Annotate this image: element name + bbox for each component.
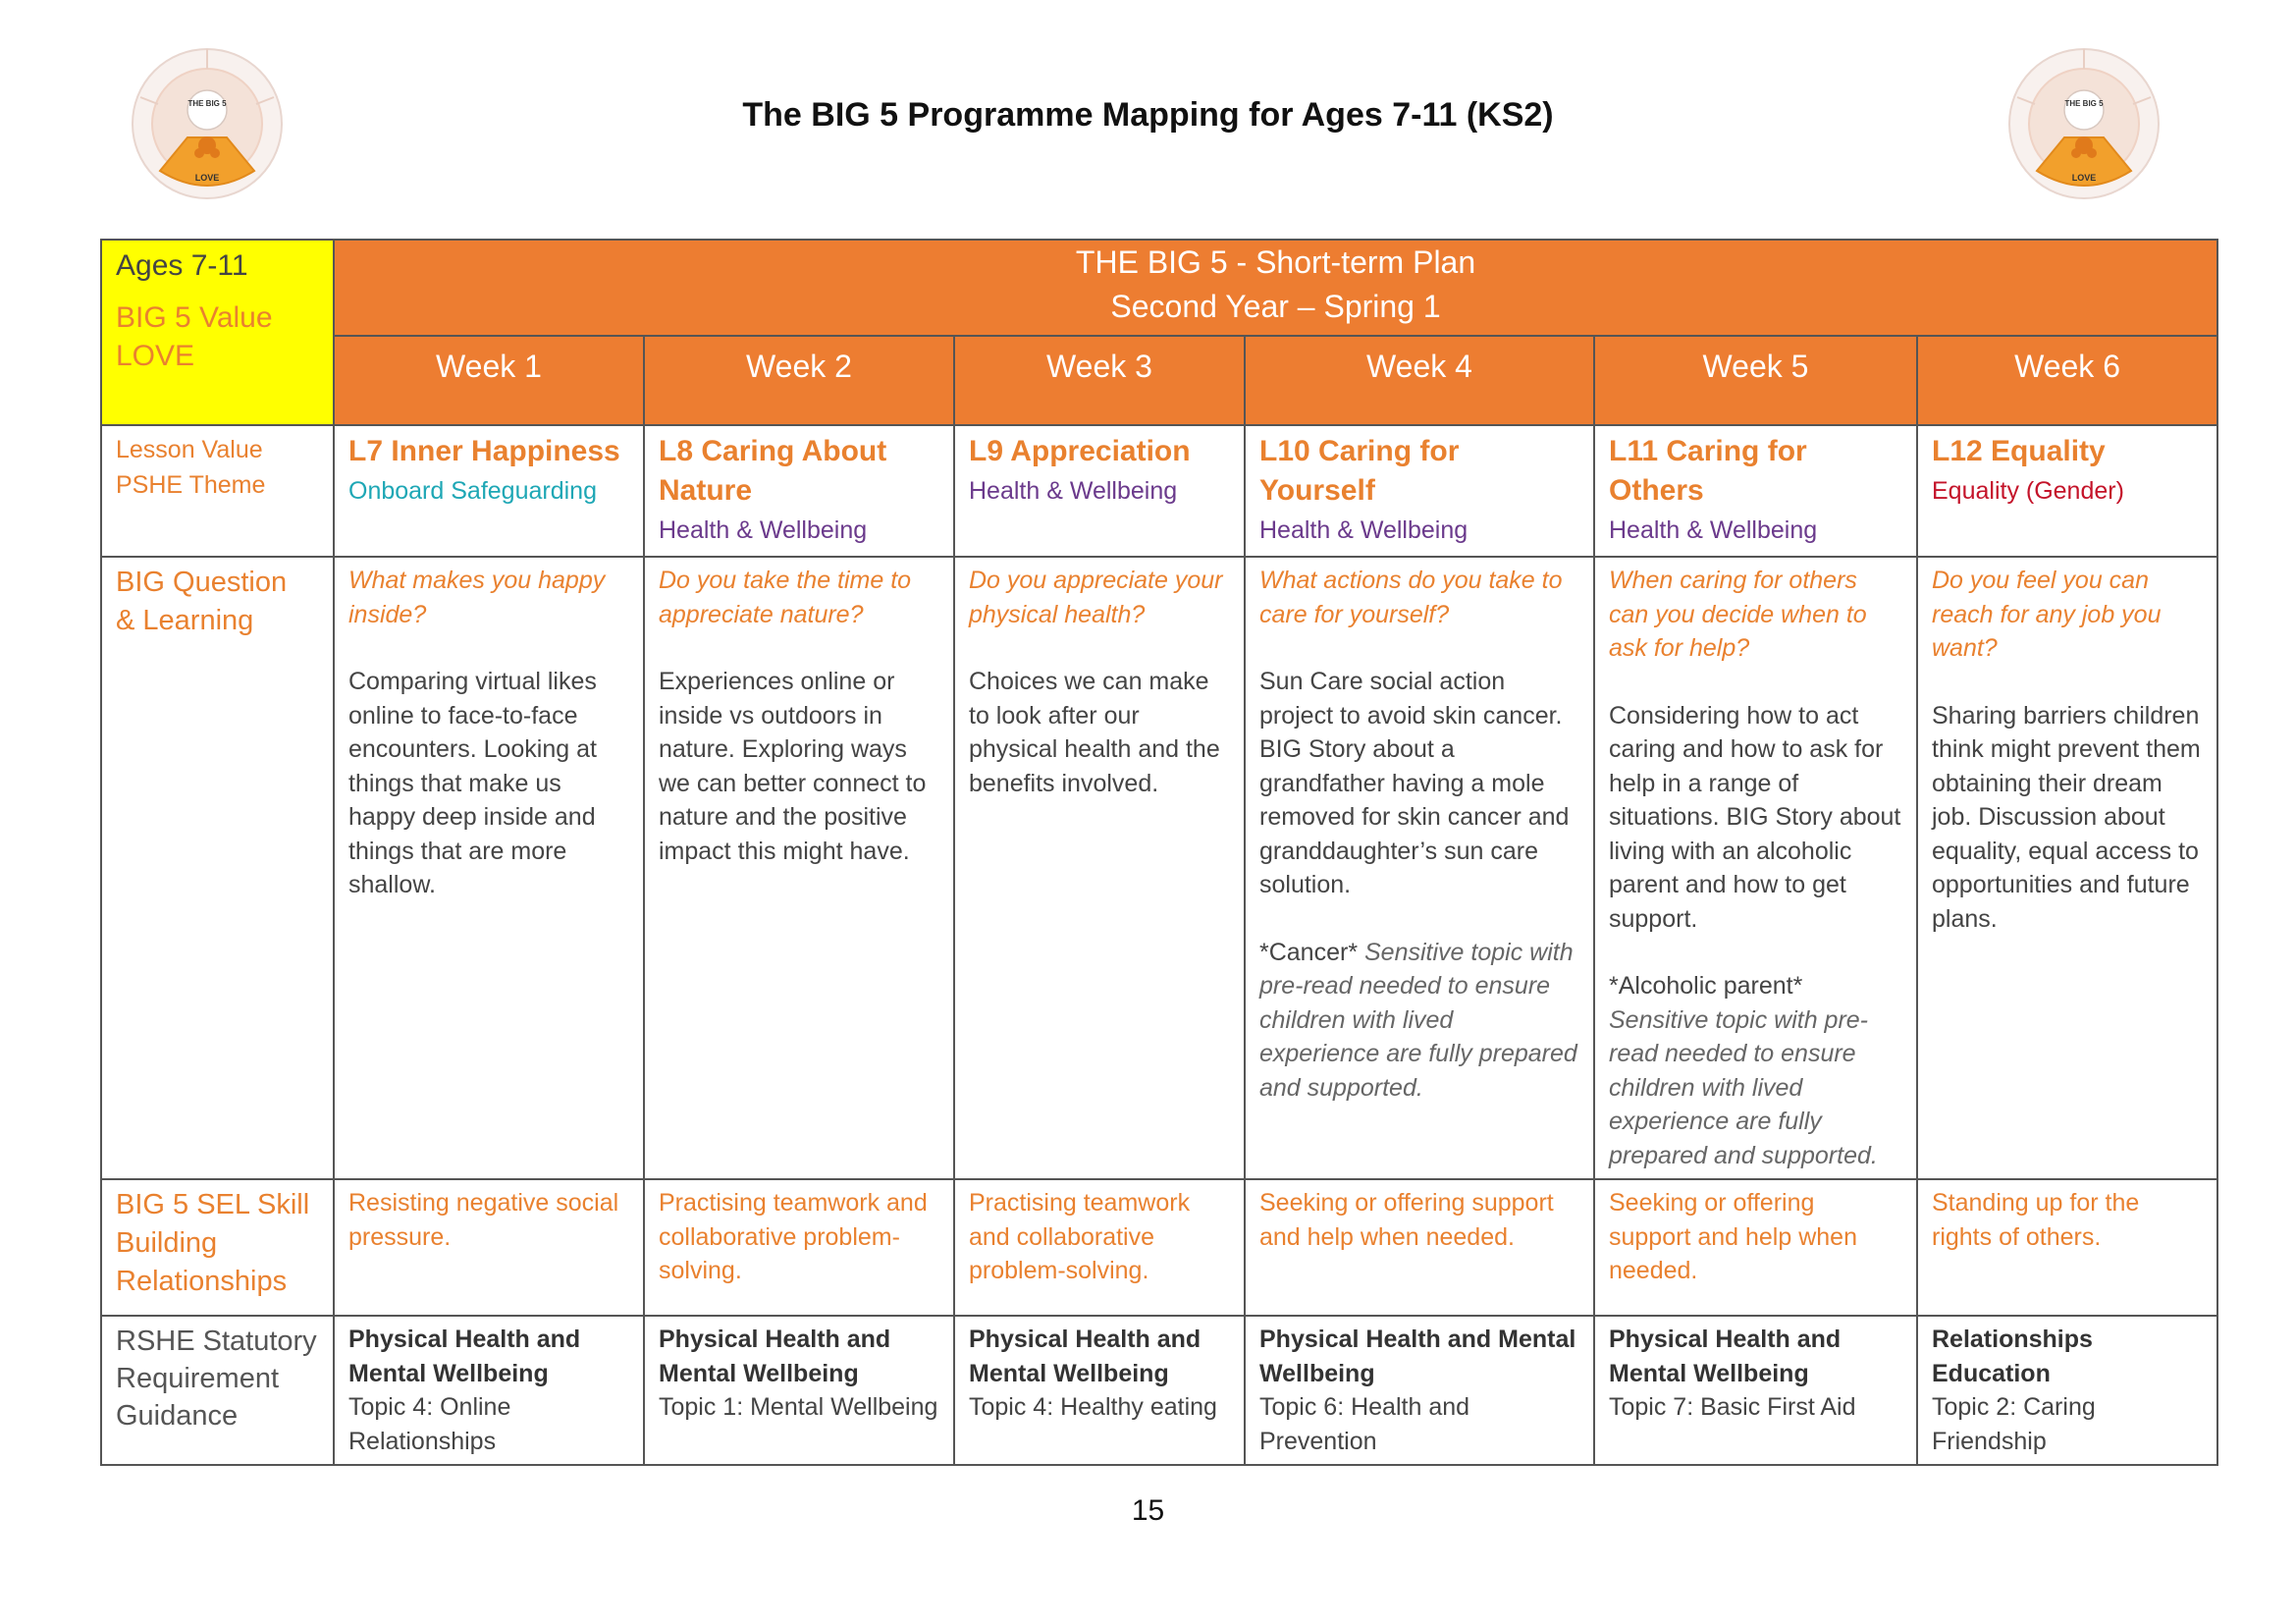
lesson-title: L8 Caring About Nature	[659, 435, 887, 507]
short-term-plan-table	[100, 239, 2218, 1466]
pshe-theme: Onboard Safeguarding	[348, 477, 597, 505]
sel-skill-text: Practising teamwork and collaborative problem-solving.	[969, 1189, 1191, 1284]
big-question-row-label	[101, 557, 334, 1179]
document-title: The BIG 5 Programme Mapping for Ages 7-11 (KS2)	[742, 96, 1554, 134]
rshe-cell	[644, 1316, 954, 1465]
pshe-theme: Health & Wellbeing	[969, 477, 1178, 505]
pshe-theme: Health & Wellbeing	[1259, 516, 1468, 544]
skill-cell	[954, 1179, 1245, 1316]
svg-text:THE BIG 5: THE BIG 5	[2064, 99, 2104, 108]
lesson-title: L9 Appreciation	[969, 435, 1191, 467]
week-header: Week 5	[1594, 336, 1917, 425]
rshe-cell	[1594, 1316, 1917, 1465]
pshe-theme: Health & Wellbeing	[1609, 516, 1818, 544]
sel-skill-text: Standing up for the rights of others.	[1932, 1189, 2140, 1251]
rshe-topic: Topic 7: Basic First Aid	[1609, 1393, 1856, 1421]
rshe-topic: Topic 4: Online Relationships	[348, 1393, 511, 1455]
week-header: Week 2	[644, 336, 954, 425]
question-cell	[644, 557, 954, 1179]
skill-cell	[644, 1179, 954, 1316]
rshe-row-label	[101, 1316, 334, 1465]
sensitive-topic-text: Sensitive topic with pre-read needed to ensure children with lived experience are fully prepared and supported.	[1609, 1005, 1878, 1169]
rshe-topic: Topic 4: Healthy eating	[969, 1393, 1217, 1421]
plan-subtitle: Second Year – Spring 1	[1110, 289, 1441, 324]
lesson-value-label: Lesson Value	[116, 436, 263, 463]
sensitive-topic-lead: *Cancer*	[1259, 938, 1364, 966]
big-question: When caring for others can you decide when to ask for help?	[1609, 567, 1867, 662]
pshe-theme: Equality (Gender)	[1932, 477, 2124, 505]
plan-title: THE BIG 5 - Short-term Plan	[1075, 244, 1476, 280]
lesson-cell	[1245, 425, 1594, 557]
skill-cell	[1594, 1179, 1917, 1316]
sel-skill-text: Resisting negative social pressure.	[348, 1189, 619, 1251]
big-question: Do you appreciate your physical health?	[969, 567, 1223, 628]
pshe-theme: Health & Wellbeing	[659, 516, 868, 544]
lesson-title: L10 Caring for Yourself	[1259, 435, 1460, 507]
sel-skill-sub-label: Building	[116, 1227, 218, 1259]
lesson-title: L7 Inner Happiness	[348, 435, 620, 467]
skill-cell	[334, 1179, 644, 1316]
rshe-label: RSHE Statutory	[116, 1326, 317, 1357]
lesson-cell	[644, 425, 954, 557]
question-cell	[334, 557, 644, 1179]
week-header: Week 1	[334, 336, 644, 425]
big-question: Do you take the time to appreciate nature?	[659, 567, 912, 628]
learning-text: Experiences online or inside vs outdoors in nature. Exploring ways we can better connect to nature and the positive impact this might have.	[659, 668, 927, 865]
big-question: What makes you happy inside?	[348, 567, 606, 628]
rshe-cell	[954, 1316, 1245, 1465]
ages-value-cell	[101, 240, 334, 425]
learning-text: Considering how to act caring and how to ask for help in a range of situations. BIG Story about living with an alcoholic parent and how to get support.	[1609, 701, 1901, 933]
sel-skill-text: Practising teamwork and collaborative problem-solving.	[659, 1189, 928, 1284]
rshe-cell	[334, 1316, 644, 1465]
sensitive-topic-note	[1259, 936, 1579, 1106]
big-question-label: BIG Question	[116, 567, 288, 598]
svg-text:LOVE: LOVE	[2071, 173, 2097, 183]
sel-skill-text: Seeking or offering support and help when needed.	[1609, 1189, 1857, 1284]
learning-label: & Learning	[116, 605, 254, 636]
rshe-label: Requirement	[116, 1363, 280, 1394]
question-cell	[1245, 557, 1594, 1179]
question-cell	[954, 557, 1245, 1179]
week-header: Week 3	[954, 336, 1245, 425]
big-question: What actions do you take to care for yourself?	[1259, 567, 1563, 628]
week-header: Week 6	[1917, 336, 2217, 425]
week-header: Week 4	[1245, 336, 1594, 425]
skill-cell	[1917, 1179, 2217, 1316]
learning-text: Sun Care social action project to avoid skin cancer. BIG Story about a grandfather having a mole removed for skin cancer and granddaughter’s sun care solution.	[1259, 668, 1570, 898]
learning-text: Choices we can make to look after our physical health and the benefits involved.	[969, 668, 1220, 797]
question-cell	[1917, 557, 2217, 1179]
sensitive-topic-text: Sensitive topic with pre-read needed to ensure children with lived experience are fully prepared and supported.	[1259, 938, 1577, 1102]
sel-skill-label: BIG 5 SEL Skill	[116, 1189, 310, 1220]
pshe-theme-label: PSHE Theme	[116, 471, 266, 499]
question-cell	[1594, 557, 1917, 1179]
rshe-topic: Topic 6: Health and Prevention	[1259, 1393, 1470, 1455]
sensitive-topic-note	[1609, 969, 1902, 1172]
skill-cell	[1245, 1179, 1594, 1316]
rshe-area: Physical Health and Mental Wellbeing	[348, 1326, 581, 1387]
big5-value-label: BIG 5 Value	[116, 301, 273, 334]
sel-skill-sub-label: Relationships	[116, 1266, 288, 1297]
learning-text: Sharing barriers children think might prevent them obtaining their dream job. Discussion about equality, equal access to opportunities and future plans.	[1932, 701, 2201, 933]
rshe-topic: Topic 1: Mental Wellbeing	[659, 1393, 938, 1421]
lesson-cell	[954, 425, 1245, 557]
ages-label: Ages 7-11	[116, 249, 248, 282]
rshe-area: Physical Health and Mental Wellbeing	[969, 1326, 1201, 1387]
lesson-cell	[334, 425, 644, 557]
lesson-cell	[1917, 425, 2217, 557]
rshe-area: Physical Health and Mental Wellbeing	[1609, 1326, 1842, 1387]
svg-text:THE BIG 5: THE BIG 5	[187, 99, 227, 108]
lesson-title: L11 Caring for Others	[1609, 435, 1807, 507]
svg-text:LOVE: LOVE	[194, 173, 220, 183]
lesson-cell	[1594, 425, 1917, 557]
sel-skill-row-label	[101, 1179, 334, 1316]
rshe-topic: Topic 2: Caring Friendship	[1932, 1393, 2096, 1455]
big-question: Do you feel you can reach for any job you want?	[1932, 567, 2162, 662]
learning-text: Comparing virtual likes online to face-to-face encounters. Looking at things that make us happy deep inside and things that are more shallow.	[348, 668, 597, 898]
rshe-area: Relationships Education	[1932, 1326, 2093, 1387]
lesson-value-row-label	[101, 425, 334, 557]
rshe-area: Physical Health and Mental Wellbeing	[659, 1326, 891, 1387]
rshe-cell	[1245, 1316, 1594, 1465]
lesson-title: L12 Equality	[1932, 435, 2106, 467]
rshe-label: Guidance	[116, 1400, 239, 1432]
sel-skill-text: Seeking or offering support and help when needed.	[1259, 1189, 1554, 1251]
rshe-cell	[1917, 1316, 2217, 1465]
rshe-area: Physical Health and Mental Wellbeing	[1259, 1326, 1576, 1387]
big5-value: LOVE	[116, 340, 195, 372]
page-number: 15	[1131, 1494, 1165, 1527]
plan-title-cell	[334, 240, 2217, 336]
sensitive-topic-lead: *Alcoholic parent*	[1609, 972, 1803, 1000]
